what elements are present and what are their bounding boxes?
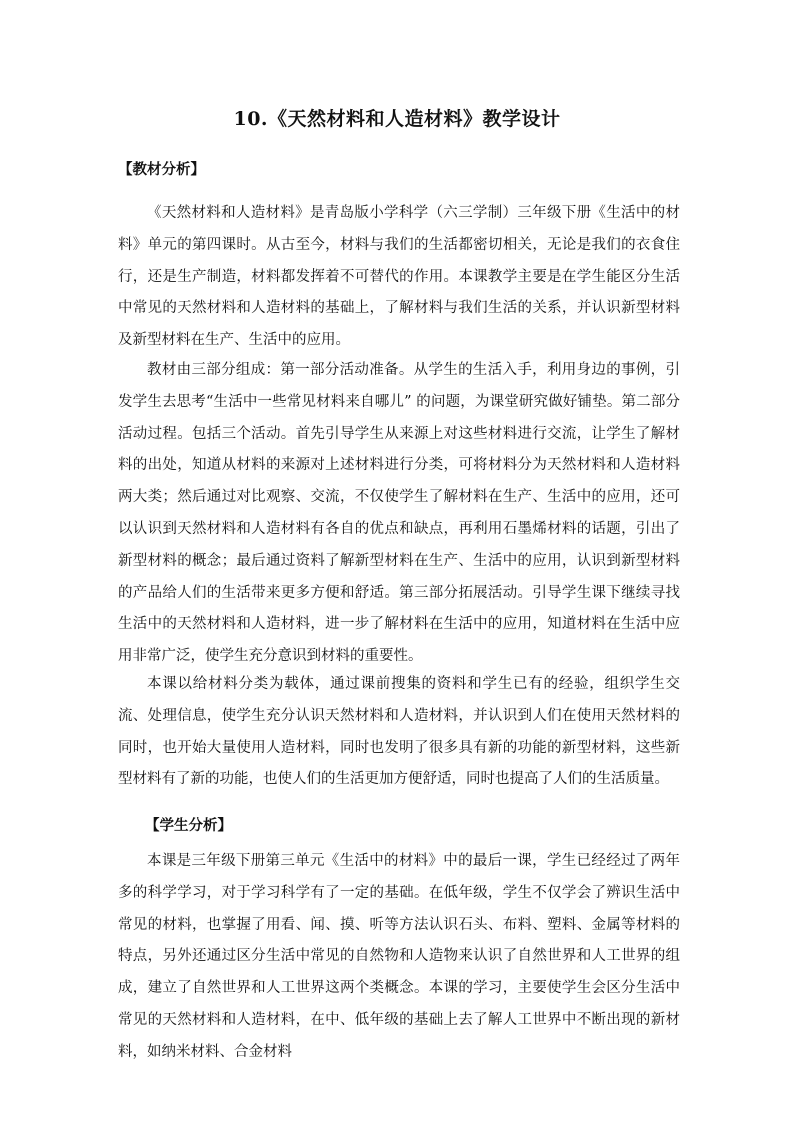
document-title: 10.《天然材料和人造材料》教学设计 [233, 108, 561, 130]
paragraph: 本课是三年级下册第三单元《生活中的材料》中的最后一课，学生已经经过了两年多的科学学习，对于学习科学有了一定的基础。在低年级，学生不仅学会了辨识生活中常见的材料，也掌握了用看、闻、摸、听等方法认识石头、布料、塑料、金属等材料的特点，另外还通过区分生活中常见的自然物和人造物来认识了自然世界和人工世界的组成，建立了自然世界和人工世界这两个类概念。本课的学习，主要使学生会区分生活中常见的天然材料和人造材料，在中、低年级的基础上去了解人工世界中不断出现的新材料，如纳米材料、合金材料 [118, 853, 680, 1060]
paragraph: 本课以给材料分类为载体，通过课前搜集的资料和学生已有的经验，组织学生交流、处理信息，使学生充分认识天然材料和人造材料，并认识到人们在使用天然材料的同时，也开始大量使用人造材料，同时也发明了很多具有新的功能的新型材料，这些新型材料有了新的功能，也使人们的生活更加方便舒适，同时也提高了人们的生活质量。 [118, 676, 680, 788]
paragraph: 教材由三部分组成：第一部分活动准备。从学生的生活入手，利用身边的事例，引发学生去思考“生活中一些常见材料来自哪儿” 的问题，为课堂研究做好铺垫。第二部分活动过程。包括三个活动。首先引导学生从来源上对这些材料进行交流，让学生了解材料的出处，知道从材料的来源对上述材料进行分类，可将材料分为天然材料和人造材料两大类；然后通过对比观察、交流，不仅使学生了解材料在生产、生活中的应用，还可以认识到天然材料和人造材料有各自的优点和缺点，再利用石墨烯材料的话题，引出了新型材料的概念；最后通过资料了解新型材料在生产、生活中的应用，认识到新型材料的产品给人们的生活带来更多方便和舒适。第三部分拓展活动。引导学生课下继续寻找生活中的天然材料和人造材料，进一步了解材料在生活中的应用，知道材料在生活中应用非常广泛，使学生充分意识到材料的重要性。 [118, 362, 680, 665]
section-heading-student-analysis: 【学生分析】 [145, 818, 232, 834]
section-heading-textbook-analysis: 【教材分析】 [118, 162, 205, 178]
paragraph: 《天然材料和人造材料》是青岛版小学科学（六三学制）三年级下册《生活中的材料》单元的第四课时。从古至今，材料与我们的生活都密切相关，无论是我们的衣食住行，还是生产制造，材料都发挥着不可替代的作用。本课教学主要是在学生能区分生活中常见的天然材料和人造材料的基础上，了解材料与我们生活的关系，并认识新型材料及新型材料在生产、生活中的应用。 [118, 205, 680, 349]
